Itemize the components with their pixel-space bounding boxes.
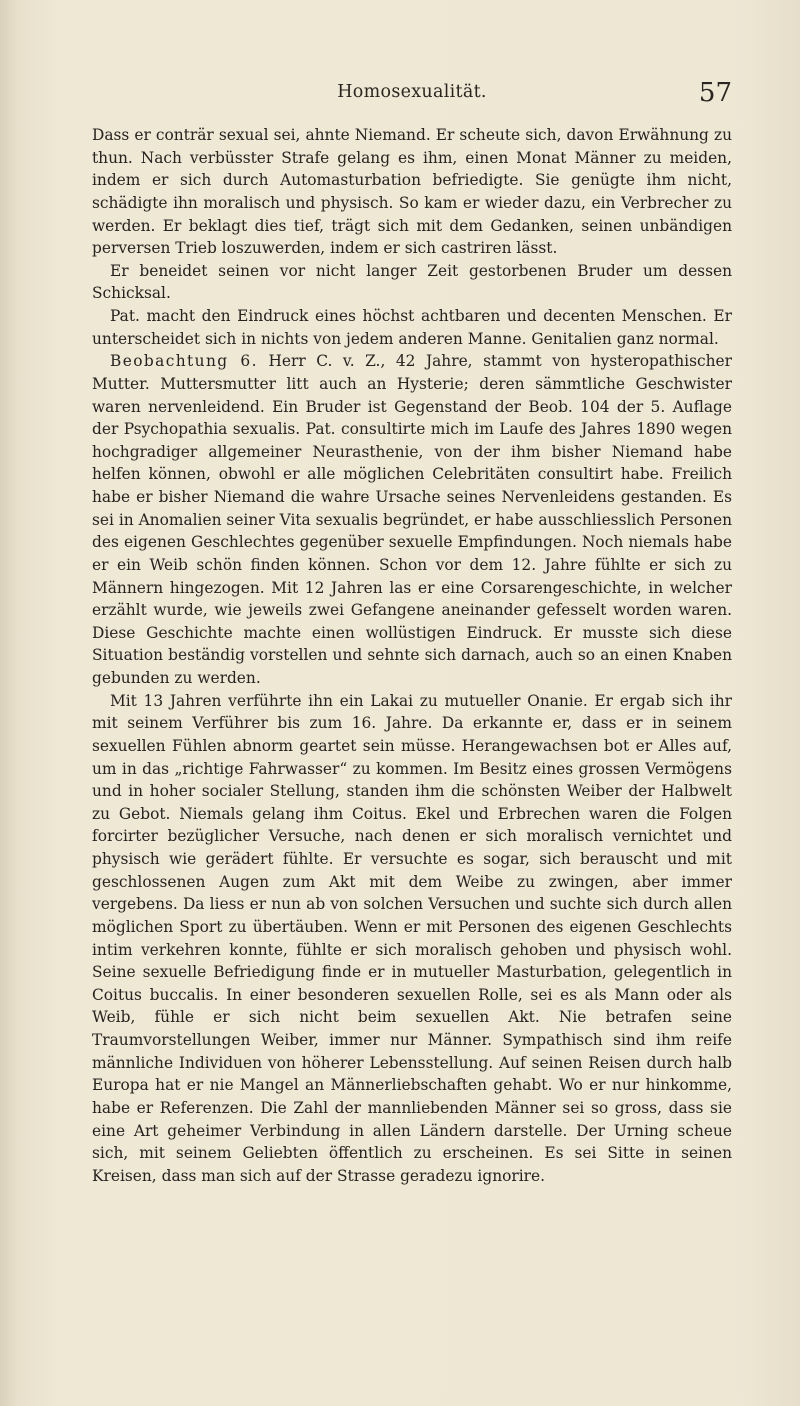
paragraph: Pat. macht den Eindruck eines höchst achtbaren und decenten Menschen. Er unterscheidet sich in nichts von jedem anderen Manne. Genitalien ganz normal. [92,307,732,348]
page-header [92,78,732,108]
running-title: Homosexualität. [337,82,487,102]
page-number: 57 [698,78,732,108]
paragraph-observation [92,350,732,689]
paragraph: Dass er conträr sexual sei, ahnte Niemand. Er scheute sich, davon Erwähnung zu thun. Nach verbüsster Strafe gelang es ihm, einen Monat Männer zu meiden, indem er sich durch Automasturbation befriedigte. Sie genügte ihm nicht, schädigte ihn moralisch und physisch. So kam er wieder dazu, ein Verbrecher zu werden. Er beklagt dies tief, trägt sich mit dem Gedanken, seinen unbändigen perversen Trieb loszuwerden, indem er sich castriren lässt. [92,126,732,258]
body-text [92,124,732,1187]
paragraph: Er beneidet seinen vor nicht langer Zeit gestorbenen Bruder um dessen Schicksal. [92,261,732,303]
observation-label: Beobachtung 6. [110,352,258,371]
observation-text: Herr C. v. Z., 42 Jahre, stammt von hysteropathischer Mutter. Muttersmutter litt auch an Hysterie; deren sämmtliche Geschwister waren nervenleidend. Ein Bruder ist Gegenstand der Beob. 104 der 5. Auflage der Psychopathia sexualis. Pat. consultirte mich im Laufe des Jahres 1890 wegen hochgradiger allgemeiner Neurasthenie, von der ihm bisher Niemand habe helfen können, obwohl er alle möglichen Celebritäten consultirt habe. Freilich habe er bisher Niemand die wahre Ursache seines Nervenleidens gestanden. Es sei in Anomalien seiner Vita sexualis begründet, er habe ausschliesslich Personen des eigenen Geschlechtes gegenüber sexuelle Empfindungen. Noch niemals habe er ein Weib schön finden können. Schon vor dem 12. Jahre fühlte er sich zu Männern hingezogen. Mit 12 Jahren las er eine Corsarengeschichte, in welcher erzählt wurde, wie jeweils zwei Gefangene aneinander gefesselt worden waren. Diese Geschichte machte einen wollüstigen Eindruck. Er musste sich diese Situation beständig vorstellen und sehnte sich darnach, auch so an einen Knaben gebunden zu werden. [92,352,732,687]
paragraph: Mit 13 Jahren verführte ihn ein Lakai zu mutueller Onanie. Er ergab sich ihr mit seinem Verführer bis zum 16. Jahre. Da erkannte er, dass er in seinem sexuellen Fühlen abnorm geartet sein müsse. Herangewachsen bot er Alles auf, um in das „richtige Fahrwasser“ zu kommen. Im Besitz eines grossen Vermögens und in hoher socialer Stellung, standen ihm die schönsten Weiber der Halbwelt zu Gebot. Niemals gelang ihm Coitus. Ekel und Erbrechen waren die Folgen forcirter bezüglicher Versuche, nach denen er sich moralisch vernichtet und physisch wie gerädert fühlte. Er versuchte es sogar, sich berauscht und mit geschlossenen Augen zum Akt mit dem Weibe zu zwingen, aber immer vergebens. Da liess er nun ab von solchen Versuchen und suchte sich durch allen möglichen Sport zu übertäuben. Wenn er mit Personen des eigenen Geschlechts intim verkehren konnte, fühlte er sich moralisch gehoben und physisch wohl. Seine sexuelle Befriedigung finde er in mutueller Masturbation, gelegentlich in Coitus buccalis. In einer besonderen sexuellen Rolle, sei es als Mann oder als Weib, fühle er sich nicht beim sexuellen Akt. Nie betrafen seine Traumvorstellungen Weiber, immer nur Männer. Sympathisch sind ihm reife männliche Individuen von höherer Lebensstellung. Auf seinen Reisen durch halb Europa hat er nie Mangel an Männerliebschaften gehabt. Wo er nur hinkomme, habe er Referenzen. Die Zahl der mannliebenden Männer sei so gross, dass sie eine Art geheimer Verbindung in allen Ländern darstelle. Der Urning scheue sich, mit seinem Geliebten öffentlich zu erscheinen. Es sei Sitte in seinen Kreisen, dass man sich auf der Strasse geradezu ignorire. [92,691,732,1185]
